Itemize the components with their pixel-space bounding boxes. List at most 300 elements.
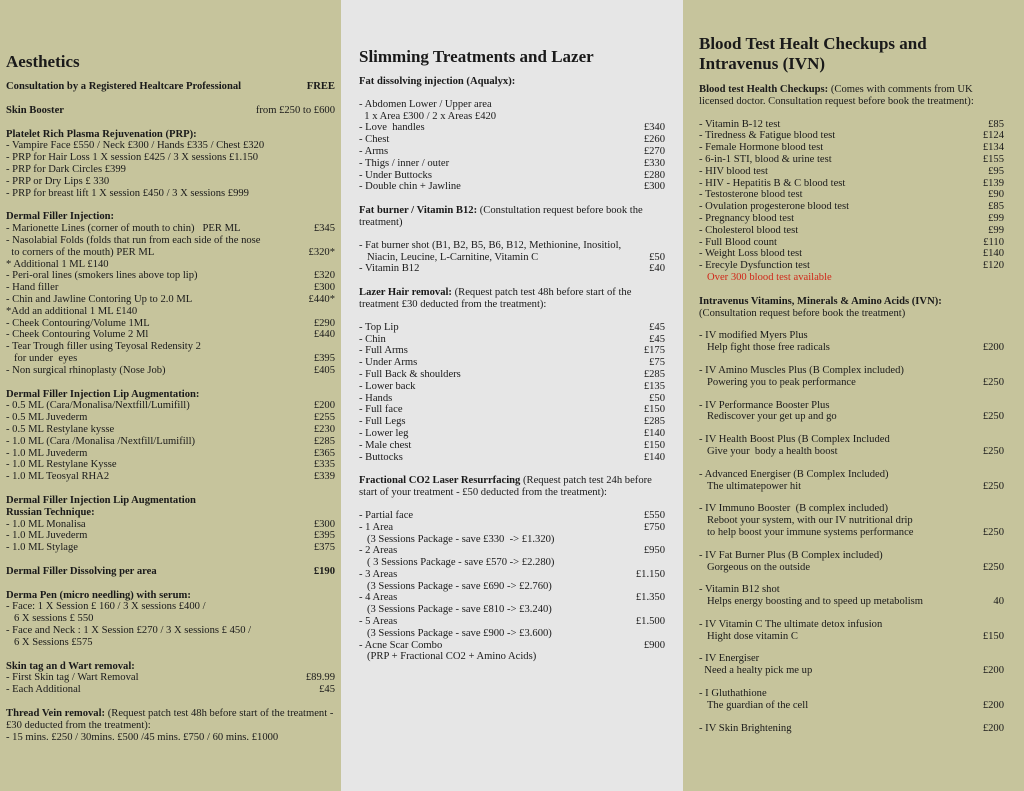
ivn-item (699, 550, 1004, 574)
blood-item (699, 166, 1004, 178)
prp-heading: Platelet Rich Plasma Rejuvenation (PRP): (6, 128, 197, 140)
co2-item-label: - 1 Area (359, 521, 394, 533)
laser-item-price: £150 (643, 404, 665, 416)
laser-item (359, 345, 665, 357)
fat-item (359, 181, 665, 193)
lip-item-price: £230 (313, 423, 335, 435)
dermal-item (6, 294, 335, 306)
ivn-item-price: £250 (982, 445, 1004, 457)
dissolving-label: Dermal Filler Dissolving per area (6, 565, 157, 577)
thread-vein-title: Thread Vein removal: (6, 708, 106, 720)
ivn-item (699, 469, 1004, 493)
russian-item (6, 530, 335, 542)
fat-item-price: £260 (643, 134, 665, 146)
co2-item-price (661, 581, 665, 593)
dermal-item-label: - Cheek Contouring/Volume 1ML (6, 317, 150, 329)
lip-item-price: £339 (313, 471, 335, 483)
co2-item-price: £950 (643, 545, 665, 557)
co2-laser-title: Fractional CO2 Laser Resurrfacing (359, 475, 521, 487)
derma-pen-line: - Face: 1 X Session £ 160 / 3 X sessions £400 / (6, 601, 206, 613)
aesthetics-title: Aesthetics (6, 52, 80, 71)
co2-item-label: (PRP + Fractional CO2 + Amino Acids) (359, 651, 537, 663)
spacer (359, 88, 665, 99)
ivn-item-detail-row (699, 562, 1004, 574)
fat-burner-section (359, 205, 665, 275)
fat-item (359, 158, 665, 170)
ivn-item-price: £200 (982, 722, 1004, 734)
dermal-item (6, 365, 335, 377)
dermal-item (6, 247, 335, 259)
russian-technique-section (6, 495, 335, 554)
slimming-column (341, 0, 683, 791)
fat-item-label: - Under Buttocks (359, 169, 432, 181)
blood-item (699, 178, 1004, 190)
ivn-item-price: £250 (982, 526, 1004, 538)
dermal-item-label: - Nasolabial Folds (folds that run from each side of the nose (6, 234, 261, 246)
blood-item-label: - HIV blood test (699, 165, 768, 177)
dermal-item (6, 270, 335, 282)
co2-item-price: £1.500 (635, 616, 665, 628)
fat-burner-note: (Constultation request before book the treatment) (359, 205, 643, 228)
fat-item-label: 1 x Area £300 / 2 x Areas £420 (359, 110, 497, 122)
ivn-item (699, 584, 1004, 608)
blood-item-price: £120 (982, 260, 1004, 272)
blood-item (699, 130, 1004, 142)
dermal-item-label: * Additional 1 ML £140 (6, 258, 109, 270)
dermal-item (6, 259, 335, 271)
dermal-item-label: - Marionette Lines (corner of mouth to chin) PER ML (6, 223, 241, 235)
blood-item-price: £85 (988, 118, 1004, 130)
ivn-item-detail-row (699, 596, 1004, 608)
fat-item (359, 146, 665, 158)
russian-item-price: £395 (313, 530, 335, 542)
blood-item (699, 225, 1004, 237)
dermal-item-label: - Peri-oral lines (smokers lines above top lip) (6, 270, 198, 282)
burner-item-price: £40 (649, 263, 665, 275)
blood-item (699, 201, 1004, 213)
dissolving-price: £190 (313, 565, 335, 577)
ivn-item-price: £250 (982, 561, 1004, 573)
dermal-item (6, 318, 335, 330)
lip-item-price: £285 (313, 435, 335, 447)
ivn-item-title: - IV modified Myers Plus (699, 330, 808, 342)
blood-item-price: £124 (982, 130, 1004, 142)
spacer (699, 108, 1004, 119)
co2-item (359, 545, 665, 557)
blood-item-price: £140 (982, 248, 1004, 260)
skin-booster-price: from £250 to £600 (255, 104, 335, 116)
laser-item (359, 393, 665, 405)
dermal-item-price: £320 (313, 270, 335, 282)
laser-hair-section (359, 287, 665, 463)
ivn-item (699, 400, 1004, 424)
blood-test-column (683, 0, 1024, 791)
laser-item (359, 334, 665, 346)
laser-item-label: - Under Arms (359, 357, 418, 369)
laser-item (359, 428, 665, 440)
blood-item-label: - Tiredness & Fatigue blood test (699, 130, 836, 142)
co2-item-price: £550 (643, 509, 665, 521)
ivn-item-detail-row (699, 527, 1004, 539)
ivn-item-detail-row (699, 481, 1004, 493)
ivn-item-title: - IV Fat Burner Plus (B Complex included) (699, 549, 883, 561)
co2-item (359, 628, 665, 640)
laser-item (359, 416, 665, 428)
consultation-label: Consultation by a Registered Healtcare Professional (6, 81, 242, 92)
ivn-item-desc: Helps energy boosting and to speed up metabolism (699, 596, 924, 608)
fat-item-label: - Double chin + Jawline (359, 181, 461, 193)
dermal-item-price: £405 (313, 364, 335, 376)
skin-tag-section (6, 661, 335, 696)
derma-pen-heading: Derma Pen (micro needling) with serum: (6, 589, 191, 601)
blood-item-label: - Weight Loss blood test (699, 248, 803, 260)
fat-item-label: - Abdomen Lower / Upper area (359, 98, 492, 110)
laser-item-price: £140 (643, 451, 665, 463)
derma-pen-line: 6 X Sessions £575 (6, 636, 93, 648)
co2-item (359, 581, 665, 593)
co2-item-label: - Partial face (359, 509, 414, 521)
laser-hair-note: (Request patch test 48h before start of the treatment £30 deducted from the treatment): (359, 287, 632, 310)
fat-burner-heading (359, 205, 665, 229)
russian-heading-2: Russian Technique: (6, 506, 95, 518)
blood-item-label: - Full Blood count (699, 236, 777, 248)
prp-section (6, 129, 335, 200)
laser-item-price: £140 (643, 427, 665, 439)
co2-item (359, 569, 665, 581)
co2-item-label: - Acne Scar Combo (359, 639, 443, 651)
fat-item-price (661, 99, 665, 111)
co2-item-price: £1.150 (635, 568, 665, 580)
fat-item-price: £280 (643, 169, 665, 181)
russian-item (6, 519, 335, 531)
co2-item-label: (3 Sessions Package - save £900 -> £3.600) (359, 627, 552, 639)
dermal-filler-section (6, 211, 335, 376)
lip-item-price: £200 (313, 400, 335, 412)
thread-vein-note: (Request patch test 48h before start of the treatment - £30 deducted from the treatment): (6, 708, 334, 731)
ivn-item-detail-row (699, 723, 1004, 735)
laser-item-price: £75 (649, 357, 665, 369)
lip-item (6, 436, 335, 448)
laser-item-label: - Buttocks (359, 451, 403, 463)
ivn-item-desc: Hight dose vitamin C (699, 630, 798, 642)
ivn-item-desc: The guardian of the cell (699, 699, 809, 711)
laser-item (359, 369, 665, 381)
blood-item (699, 237, 1004, 249)
co2-item-label: (3 Sessions Package - save £330 -> £1.320) (359, 533, 555, 545)
ivn-item-desc: to help boost your immune systems performance (699, 526, 914, 538)
laser-item-price: £150 (643, 439, 665, 451)
dermal-item-price: £440 (313, 329, 335, 341)
blood-item-price: £99 (988, 224, 1004, 236)
burner-item-label: - Vitamin B12 (359, 263, 420, 275)
ivn-item (699, 330, 1004, 354)
skin-booster-row (6, 105, 335, 117)
burner-item-label: - Fat burner shot (B1, B2, B5, B6, B12, Methionine, Inositiol, (359, 239, 622, 251)
fat-item-price (661, 111, 665, 123)
blood-item-label: - Female Hormone blood test (699, 142, 824, 154)
dermal-item-price (331, 259, 335, 271)
skin-tag-item-price: £89.99 (305, 672, 335, 684)
dermal-item (6, 223, 335, 235)
laser-item-price: £175 (643, 345, 665, 357)
ivn-item-price: £250 (982, 480, 1004, 492)
dermal-filler-heading: Dermal Filler Injection: (6, 211, 115, 223)
laser-item-price: £285 (643, 416, 665, 428)
russian-item-label: - 1.0 ML Monalisa (6, 518, 86, 530)
dermal-item-price (331, 306, 335, 318)
ivn-item-desc: Need a healty pick me up (699, 665, 813, 677)
spacer (359, 311, 665, 322)
skin-tag-item-label: - First Skin tag / Wart Removal (6, 672, 139, 684)
blood-item-label: - Cholesterol blood test (699, 224, 799, 236)
lip-item-label: - 1.0 ML Restylane Kysse (6, 459, 117, 471)
skin-tag-item (6, 684, 335, 696)
ivn-item-title: - Vitamin B12 shot (699, 584, 780, 596)
fat-item (359, 99, 665, 111)
co2-item (359, 640, 665, 652)
fat-item-price: £300 (643, 181, 665, 193)
russian-item-label: - 1.0 ML Stylage (6, 542, 78, 554)
co2-item-label: - 4 Areas (359, 592, 398, 604)
lip-item-label: - 0.5 ML (Cara/Monalisa/Nextfill/Lumifill) (6, 400, 190, 412)
fat-item-label: - Chest (359, 134, 390, 146)
co2-item (359, 522, 665, 534)
dermal-item-label: *Add an additional 1 ML £140 (6, 305, 138, 317)
dermal-item (6, 341, 335, 353)
laser-item-price: £285 (643, 368, 665, 380)
spacer (699, 319, 1004, 330)
co2-item-label: (3 Sessions Package - save £690 -> £2.760) (359, 580, 552, 592)
prp-line: - PRP for Dark Circles £399 (6, 163, 126, 175)
fat-item (359, 170, 665, 182)
blood-test-section (699, 84, 1004, 284)
fat-item-price: £340 (643, 122, 665, 134)
laser-item-label: - Chin (359, 333, 386, 345)
laser-item-label: - Full face (359, 404, 403, 416)
derma-pen-line: - Face and Neck : 1 X Session £270 / 3 X sessions £ 450 / (6, 625, 252, 637)
laser-item-label: - Hands (359, 392, 393, 404)
laser-item-label: - Full Arms (359, 345, 408, 357)
co2-item-label: - 5 Areas (359, 616, 398, 628)
co2-item-label: - 2 Areas (359, 545, 398, 557)
co2-item-price (661, 557, 665, 569)
fat-item-label: - Love handles (359, 122, 425, 134)
skin-tag-item-price: £45 (319, 684, 335, 696)
laser-item-price: £45 (649, 333, 665, 345)
lip-item-label: - 0.5 ML Juvederm (6, 412, 88, 424)
blood-item (699, 142, 1004, 154)
blood-item-label: - 6-in-1 STI, blood & urine test (699, 153, 832, 165)
lip-item-label: - 1.0 ML Juvederm (6, 447, 88, 459)
ivn-item-detail-row (699, 342, 1004, 354)
laser-hair-title: Lazer Hair removal: (359, 287, 452, 299)
dissolving-row (6, 566, 335, 578)
dermal-item-price (331, 235, 335, 247)
laser-item-label: - Lower leg (359, 427, 409, 439)
aesthetics-column (0, 0, 341, 791)
dermal-item (6, 306, 335, 318)
ivn-item (699, 503, 1004, 538)
ivn-item (699, 688, 1004, 712)
consultation-row (6, 81, 335, 93)
fat-item (359, 122, 665, 134)
ivn-item-title: - IV Vitamin C The ultimate detox infusion (699, 618, 883, 630)
blood-item-label: - Ovulation progesterone blood test (699, 201, 850, 213)
ivn-item-price: £150 (982, 630, 1004, 642)
blood-test-title: Blood Test Healt Checkups and Intravenus (IVN) (699, 34, 927, 73)
dermal-item-price: £440* (308, 293, 335, 305)
blood-item (699, 154, 1004, 166)
ivn-item-title: - IV Energiser (699, 653, 760, 665)
skin-tag-item-label: - Each Additional (6, 684, 81, 696)
ivn-item-title: - Advanced Energiser (B Complex Included) (699, 468, 889, 480)
fat-dissolving-section (359, 76, 665, 193)
laser-item-label: - Lower back (359, 380, 416, 392)
ivn-item-price: £200 (982, 699, 1004, 711)
dermal-item-price (331, 341, 335, 353)
dermal-item-price: £345 (313, 223, 335, 235)
ivn-item-detail-row (699, 631, 1004, 643)
skin-booster-label: Skin Booster (6, 104, 64, 116)
fat-burner-title: Fat burner / Vitamin B12: (359, 205, 478, 217)
ivn-item-title: - I Gluthathione (699, 688, 767, 700)
fat-item-label: - Arms (359, 145, 389, 157)
slimming-title: Slimming Treatments and Lazer (359, 47, 594, 66)
blood-item-price: £139 (982, 177, 1004, 189)
ivn-item-desc: Help fight those free radicals (699, 342, 830, 354)
co2-item-label: (3 Sessions Package - save £810 -> £3.240) (359, 604, 552, 616)
lip-item (6, 412, 335, 424)
blood-test-availability-note: Over 300 blood test available (707, 271, 832, 283)
dermal-item (6, 235, 335, 247)
lip-item-label: - 0.5 ML Restylane kysse (6, 423, 115, 435)
dermal-item-label: to corners of the mouth) PER ML (6, 246, 155, 258)
derma-pen-section (6, 590, 335, 649)
co2-laser-note: (Request patch test 24h before start of your treatment - £50 deducted from the treatment): (359, 475, 652, 499)
ivn-item-price: £250 (982, 376, 1004, 388)
consultation-price: FREE (306, 81, 335, 92)
burner-item-price: £50 (649, 251, 665, 263)
thread-vein-heading (6, 708, 335, 732)
spacer (359, 229, 665, 240)
ivn-item-title: - IV Skin Brightening (699, 722, 792, 734)
laser-item (359, 322, 665, 334)
prp-line: - Vampire Face £550 / Neck £300 / Hands £335 / Chest £320 (6, 140, 265, 152)
ivn-item-detail-row (699, 411, 1004, 423)
ivn-item-price: 40 (993, 596, 1004, 608)
russian-item (6, 542, 335, 554)
blood-item-label: - Vitamin B-12 test (699, 118, 781, 130)
co2-item-price (661, 604, 665, 616)
burner-item-label: Niacin, Leucine, L-Carnitine, Vitamin C (359, 251, 539, 263)
co2-item-price: £900 (643, 639, 665, 651)
lip-item (6, 400, 335, 412)
dermal-item-label: - Non surgical rhinoplasty (Nose Job) (6, 364, 166, 376)
lip-item-price: £335 (313, 459, 335, 471)
ivn-item-title: - IV Performance Booster Plus (699, 399, 830, 411)
thread-vein-section (6, 708, 335, 743)
blood-item-price: £85 (988, 201, 1004, 213)
blood-test-note: (Comes with comments from UK licensed doctor. Consultation request before book the treatment): (699, 84, 974, 107)
russian-heading-1: Dermal Filler Injection Lip Augmentation (6, 494, 196, 506)
co2-item (359, 604, 665, 616)
co2-item (359, 651, 665, 663)
laser-item-label: - Top Lip (359, 321, 399, 333)
ivn-heading: Intravenus Vitamins, Minerals & Amino Acids (IVN): (699, 295, 942, 307)
russian-item-label: - 1.0 ML Juvederm (6, 530, 88, 542)
laser-hair-heading (359, 287, 665, 311)
blood-item-label: - Testosterone blood test (699, 189, 803, 201)
ivn-section (699, 296, 1004, 735)
lip-item (6, 471, 335, 483)
ivn-note: (Consultation request before book the treatment) (699, 307, 906, 319)
co2-item (359, 534, 665, 546)
blood-test-heading (699, 84, 1004, 108)
spacer (359, 499, 665, 510)
lip-item (6, 459, 335, 471)
dermal-item (6, 329, 335, 341)
skin-tag-item (6, 672, 335, 684)
co2-item-price (661, 628, 665, 640)
dermal-item-label: for under eyes (6, 352, 78, 364)
burner-item (359, 252, 665, 264)
ivn-item-price: £200 (982, 342, 1004, 354)
ivn-item-title: - IV Immuno Booster (B complex included) Reboot your system, with our IV nutritional drip (699, 503, 913, 527)
lip-item-label: - 1.0 ML Teosyal RHA2 (6, 471, 110, 483)
laser-item-label: - Full Legs (359, 416, 406, 428)
burner-item-price (661, 240, 665, 252)
prp-line: - PRP or Dry Lips £ 330 (6, 175, 110, 187)
blood-item (699, 189, 1004, 201)
dermal-item-price: £395 (313, 352, 335, 364)
ivn-item-title: - IV Health Boost Plus (B Complex Included (699, 434, 890, 446)
fat-item (359, 111, 665, 123)
blood-item-price: £134 (982, 142, 1004, 154)
co2-item (359, 510, 665, 522)
dermal-item-price: £290 (313, 317, 335, 329)
dermal-item (6, 353, 335, 365)
fat-item-price: £270 (643, 145, 665, 157)
co2-item-price: £750 (643, 521, 665, 533)
ivn-item-price: £200 (982, 665, 1004, 677)
blood-item-price: £110 (983, 236, 1004, 248)
dermal-item (6, 282, 335, 294)
laser-item-price: £45 (649, 321, 665, 333)
prp-line: - PRP for breast lift 1 X session £450 / 3 X sessions £999 (6, 187, 249, 199)
fat-item-label: - Thigs / inner / outer (359, 157, 450, 169)
laser-item-price: £135 (643, 380, 665, 392)
ivn-item-price: £250 (982, 411, 1004, 423)
laser-item-price: £50 (649, 392, 665, 404)
dermal-item-label: - Cheek Contouring Volume 2 Ml (6, 329, 149, 341)
ivn-item-detail-row (699, 377, 1004, 389)
ivn-item (699, 434, 1004, 458)
lip-augmentation-heading: Dermal Filler Injection Lip Augmentation: (6, 388, 200, 400)
blood-item-label: - HIV - Hepatitis B & C blood test (699, 177, 846, 189)
lip-augmentation-section (6, 389, 335, 483)
co2-item-price (661, 534, 665, 546)
co2-item (359, 616, 665, 628)
co2-item-label: - 3 Areas (359, 568, 398, 580)
burner-item (359, 240, 665, 252)
fat-item-price: £330 (643, 157, 665, 169)
laser-item (359, 440, 665, 452)
laser-item-label: - Male chest (359, 439, 412, 451)
blood-item-price: £95 (988, 165, 1004, 177)
blood-item (699, 260, 1004, 272)
co2-item-price: £1.350 (635, 592, 665, 604)
dermal-item-label: - Hand filler (6, 282, 59, 294)
